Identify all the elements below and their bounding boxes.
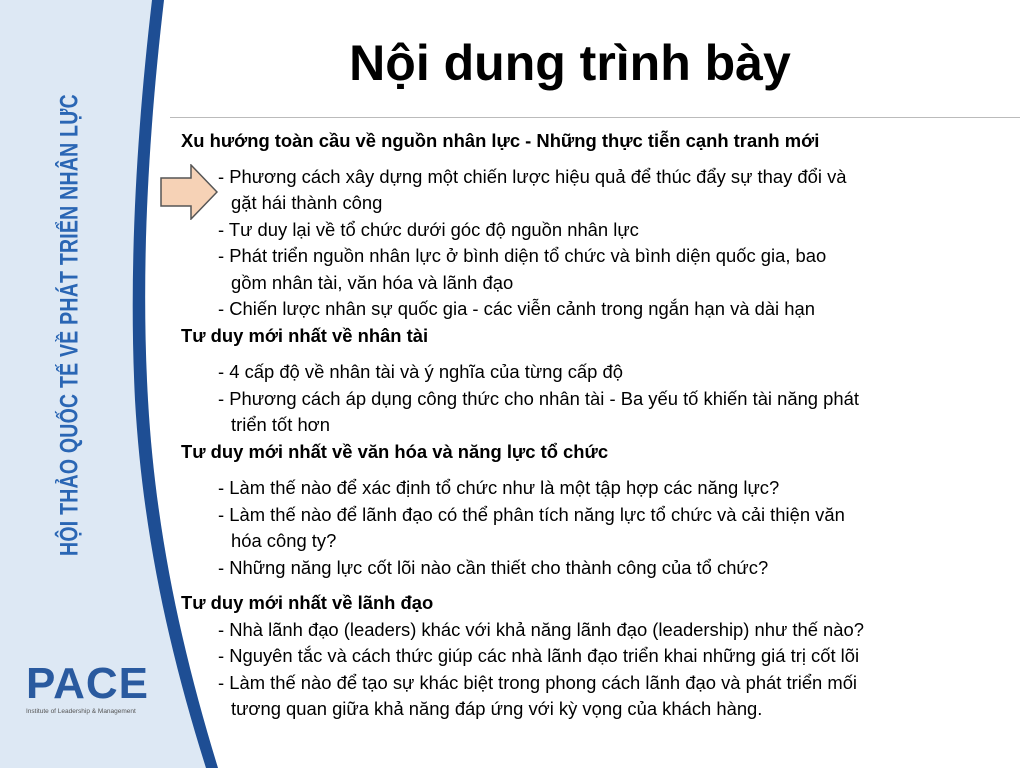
bullet-line-continued: hóa công ty? — [231, 530, 337, 551]
section-heading-leadership: Tư duy mới nhất về lãnh đạo — [181, 592, 434, 613]
bullet-item — [181, 164, 1021, 217]
bullet-item — [181, 475, 1021, 502]
bullet-line: - Phương cách xây dựng một chiến lược hiệu quả để thúc đẩy sự thay đổi và — [218, 165, 847, 187]
bullet-line: - Phương cách áp dụng công thức cho nhân tài - Ba yếu tố khiến tài năng phát — [218, 387, 859, 409]
bullet-item — [181, 643, 1021, 670]
bullet-line: - 4 cấp độ về nhân tài và ý nghĩa của từng cấp độ — [218, 361, 623, 382]
bullet-item — [181, 555, 1021, 582]
title-divider — [170, 117, 1020, 118]
pace-logo — [26, 659, 156, 715]
section-heading-culture-capability: Tư duy mới nhất về văn hóa và năng lực tổ chức — [181, 440, 609, 462]
conference-vertical-title-text: HỘI THẢO QUỐC TẾ VỀ PHÁT TRIỂN NHÂN LỰC — [55, 94, 84, 556]
pace-logo-word: PACE — [26, 659, 149, 708]
bullet-line-continued: tương quan giữa khả năng đáp ứng với kỳ vọng của khách hàng. — [231, 698, 763, 719]
bullet-item — [181, 243, 1021, 296]
bullet-item — [181, 217, 1021, 244]
section-heading-talent: Tư duy mới nhất về nhân tài — [181, 324, 429, 346]
bullet-line: - Nhà lãnh đạo (leaders) khác với khả năng lãnh đạo (leadership) như thế nào? — [218, 618, 864, 640]
bullet-line-continued: gồm nhân tài, văn hóa và lãnh đạo — [231, 271, 514, 293]
bullet-line-continued: triển tốt hơn — [231, 414, 330, 435]
pace-logo-subtitle: Institute of Leadership & Management — [26, 708, 136, 715]
bullet-item — [181, 359, 1021, 386]
bullet-line: - Phát triển nguồn nhân lực ở bình diện tổ chức và bình diện quốc gia, bao — [218, 245, 827, 266]
bullet-item — [181, 296, 1021, 323]
section-heading-global-trends: Xu hướng toàn cầu về nguồn nhân lực - Những thực tiễn cạnh tranh mới — [181, 130, 820, 151]
bullet-item — [181, 386, 1021, 439]
slide-title: Nội dung trình bày — [349, 35, 791, 91]
bullet-line: - Những năng lực cốt lõi nào cần thiết cho thành công của tổ chức? — [218, 556, 769, 578]
bullet-line: - Nguyên tắc và cách thức giúp các nhà lãnh đạo triển khai những giá trị cốt lõi — [218, 645, 860, 666]
bullet-line: - Làm thế nào để lãnh đạo có thể phân tích năng lực tổ chức và cải thiện văn — [218, 503, 845, 525]
bullet-line: - Chiến lược nhân sự quốc gia - các viễn cảnh trong ngắn hạn và dài hạn — [218, 298, 815, 319]
bullet-item — [181, 617, 1021, 644]
bullet-item — [181, 670, 1021, 723]
slide-content — [181, 128, 1021, 723]
bullet-line: - Tư duy lại về tổ chức dưới góc độ nguồn nhân lực — [218, 218, 639, 240]
bullet-line-continued: gặt hái thành công — [231, 192, 383, 213]
bullet-item — [181, 502, 1021, 555]
bullet-line: - Làm thế nào để tạo sự khác biệt trong phong cách lãnh đạo và phát triển mối — [218, 671, 858, 693]
bullet-line: - Làm thế nào để xác định tổ chức như là một tập hợp các năng lực? — [218, 477, 780, 498]
